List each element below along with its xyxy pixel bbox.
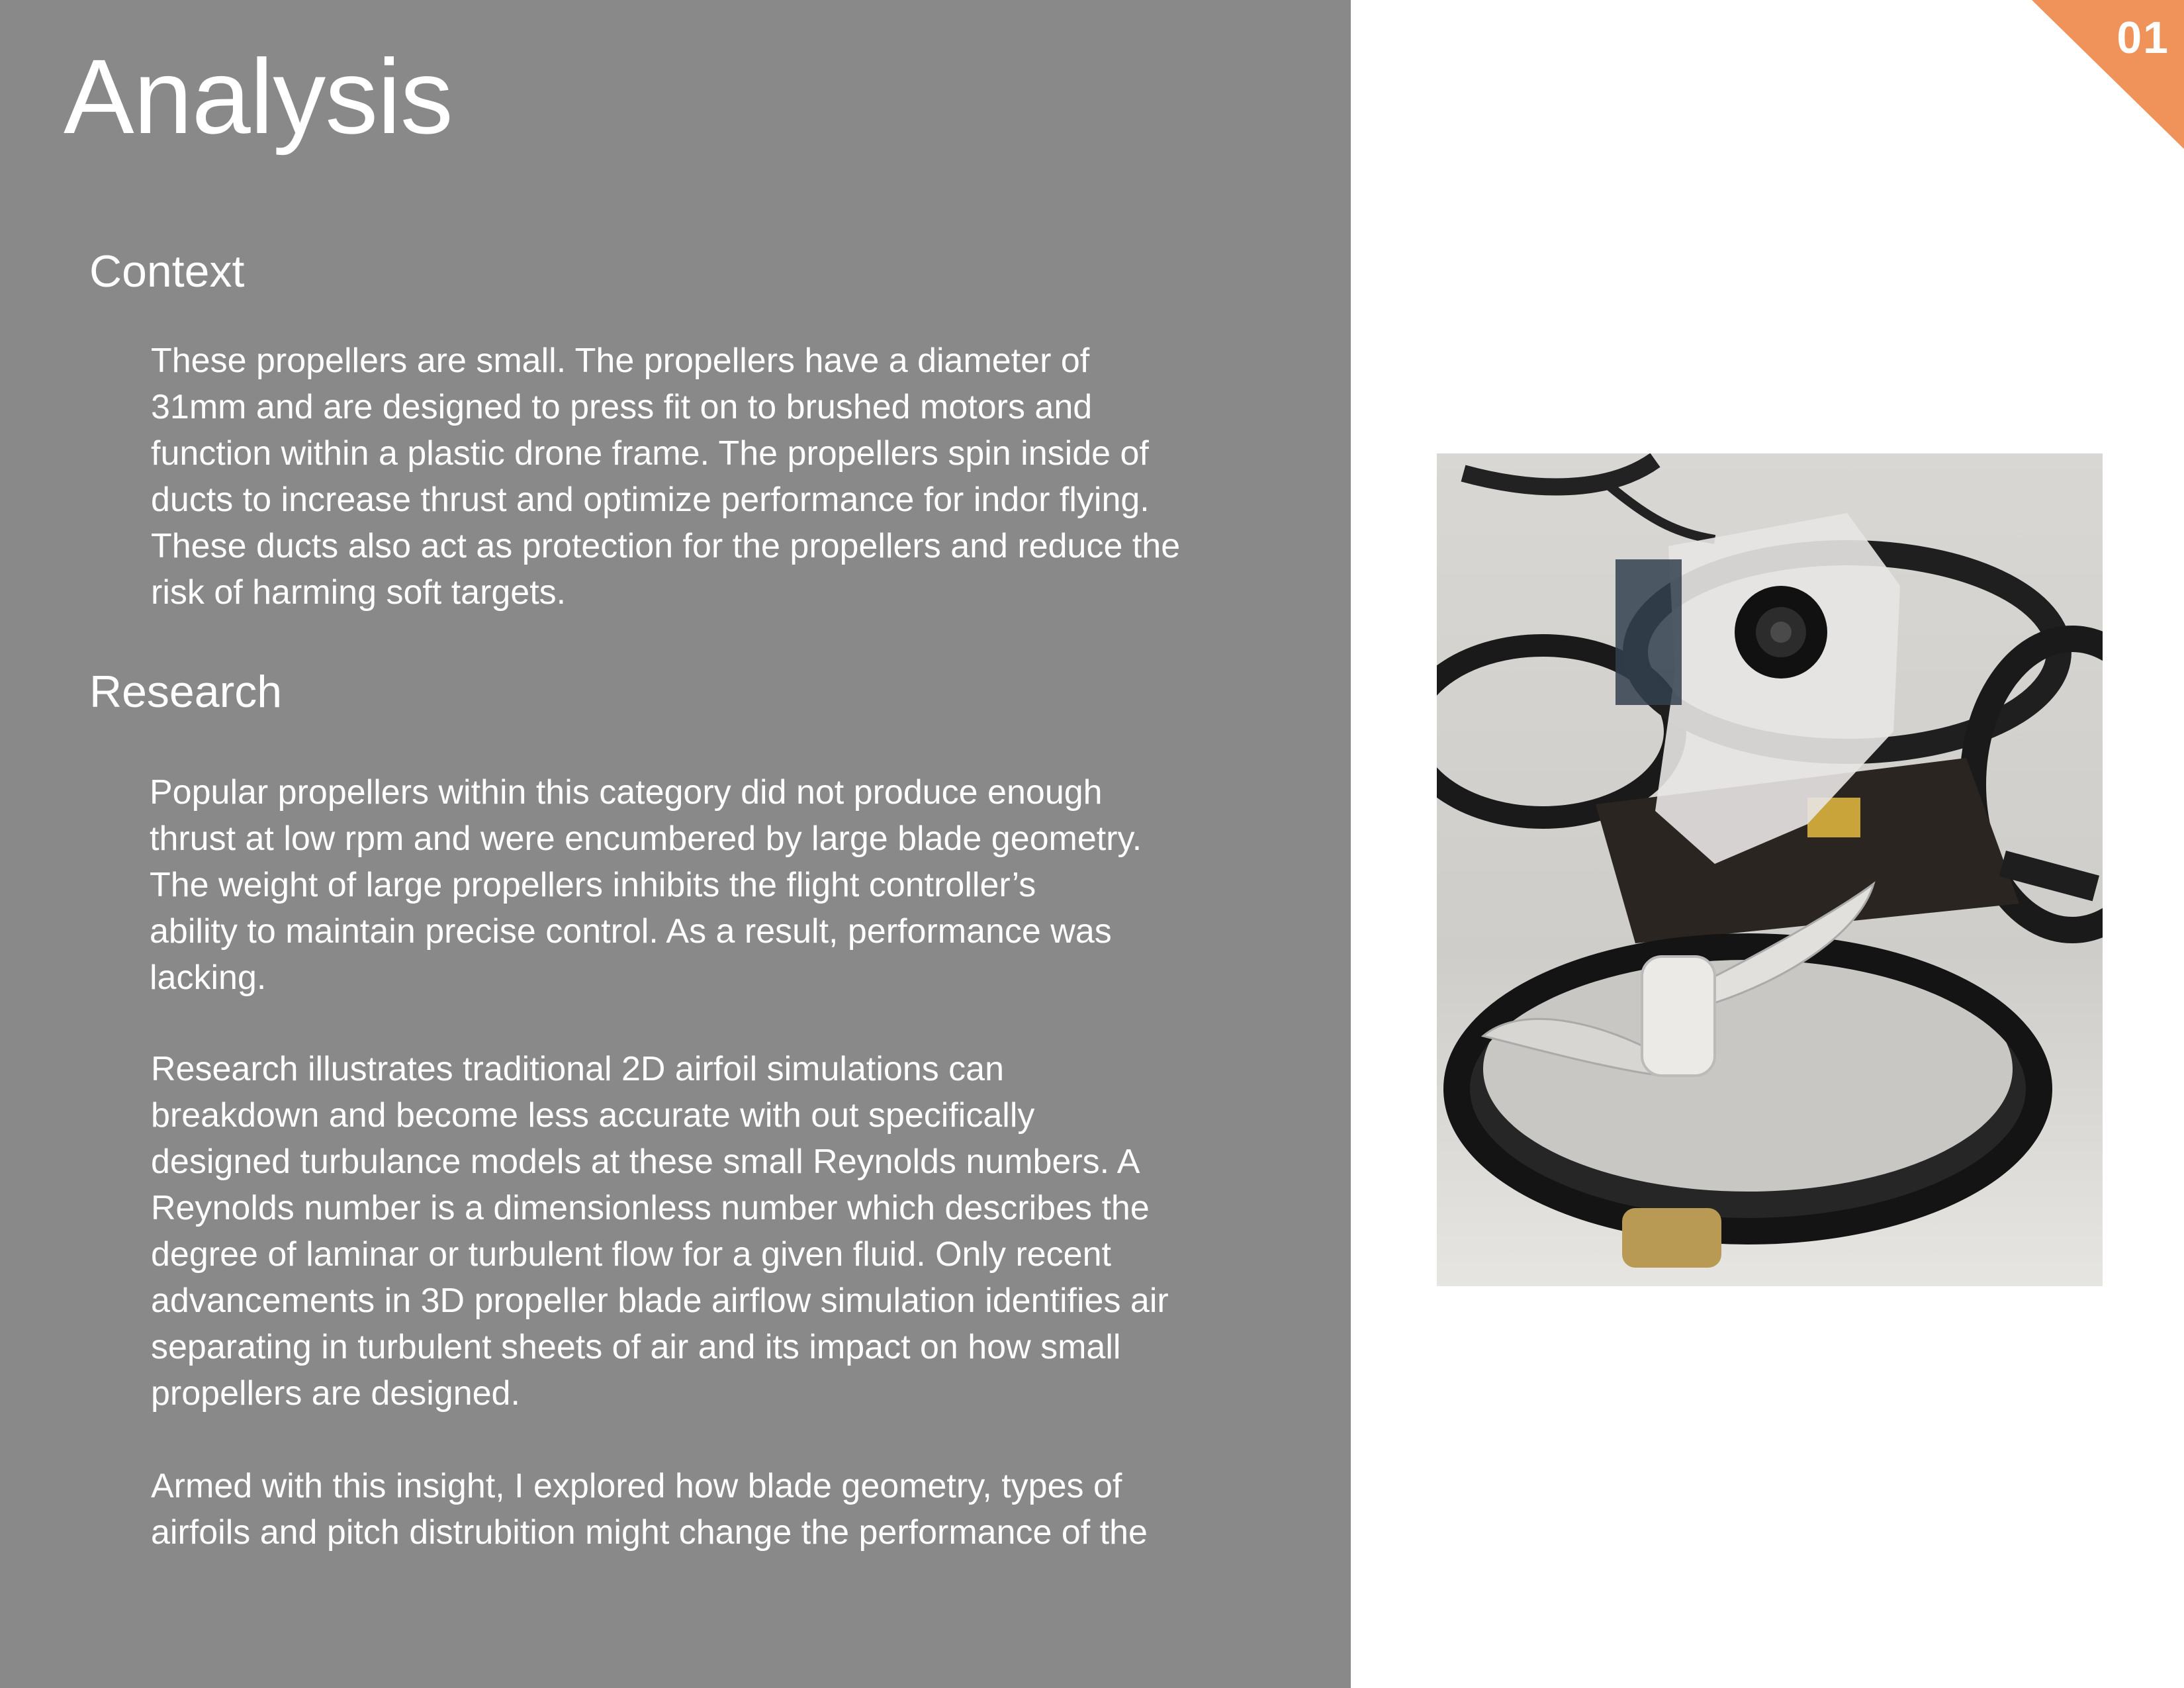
page-number: 01 [2116,13,2169,63]
research-heading: Research [89,667,283,717]
context-paragraph: These propellers are small. The propellers have a diameter of 31mm and are designed to press fit on to brushed motors and function within a plastic drone frame. The propellers spin inside of ducts to increase thrust and optimize performance for indor flying. These ducts also act as protection for the propellers and reduce the risk of harming soft targets. [151,342,1181,612]
page-number-badge [2032,0,2184,149]
drone-photo [1437,453,2103,1286]
research-paragraph-2: Research illustrates traditional 2D airfoil simulations can breakdown and become less accurate with out specifically designed turbulance models at these small Reynolds numbers. A Reynolds number is a dimensionless number which describes the degree of laminar or turbulent flow for a given fluid. Only recent advancements in 3D propeller blade airflow simulation identifies air separating in turbulent sheets of air and its impact on how small propellers are designed. [151,1050,1169,1413]
context-heading: Context [89,246,245,297]
research-paragraph-3: Armed with this insight, I explored how blade geometry, types of airfoils and pitch distrubition might change the performance of the [151,1467,1148,1552]
research-paragraph-1: Popular propellers within this category did not produce enough thrust at low rpm and were encumbered by large blade geometry. The weight of large propellers inhibits the flight controller’s ability to maintain precise control. As a result, performance was lacking. [150,773,1142,997]
page-title: Analysis [64,37,453,156]
drone-illustration [1437,453,2103,1286]
